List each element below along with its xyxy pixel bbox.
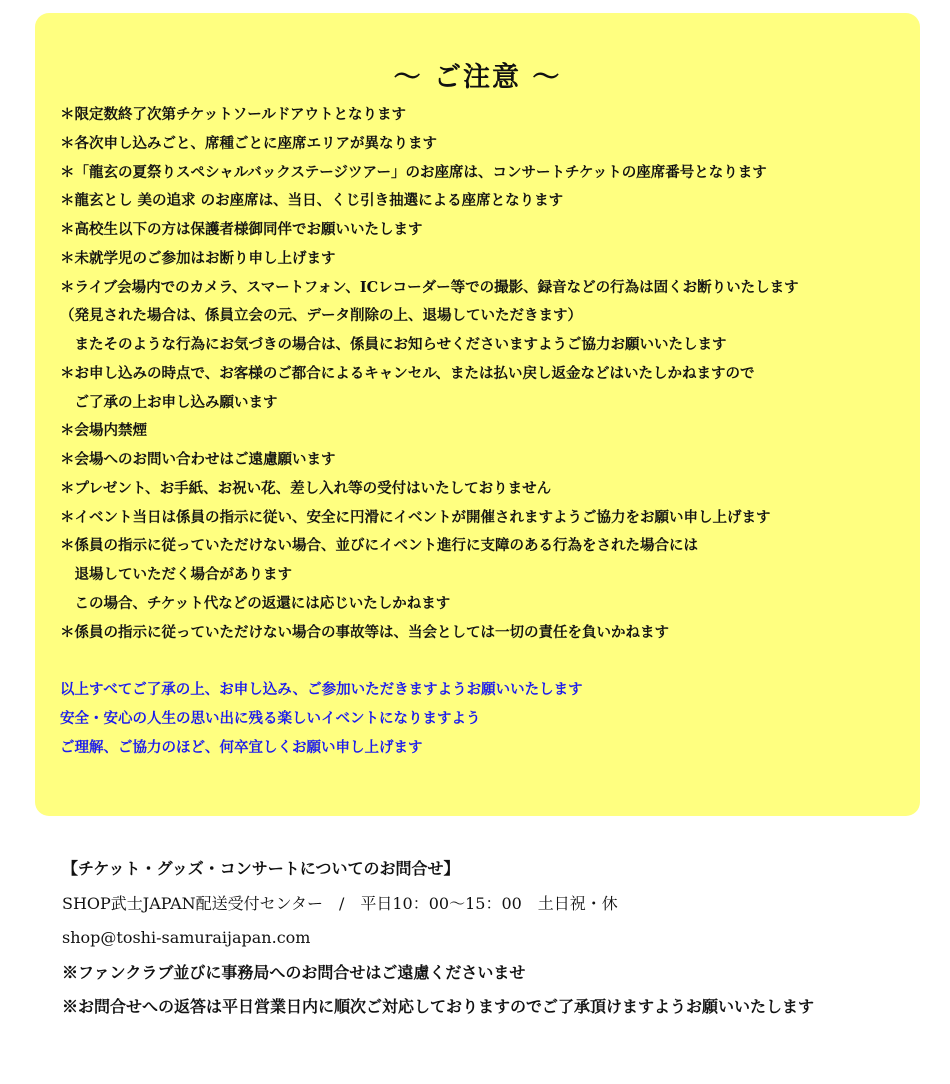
notice-item: ＊プレゼント、お手紙、お祝い花、差し入れ等の受付はいたしておりません xyxy=(60,479,552,497)
notice-title: ～ ご注意 ～ xyxy=(393,62,562,93)
contact-center: SHOP武士JAPAN配送受付センター / 平日10：00～15：00 土日祝・休 xyxy=(62,893,618,913)
notice-item: （発見された場合は、係員立会の元、データ削除の上、退場していただきます） xyxy=(60,307,582,325)
notice-item: 退場していただく場合があります xyxy=(60,566,292,583)
notice-item: ＊会場内禁煙 xyxy=(60,422,147,440)
notice-item: またそのような行為にお気づきの場合は、係員にお知らせくださいますようご協力お願いいたします xyxy=(60,336,727,353)
notice-item: ＊限定数終了次第チケットソールドアウトとなります xyxy=(60,106,406,123)
notice-item: ＊ライブ会場内でのカメラ、スマートフォン、ICレコーダー等での撮影、録音などの行為は固くお断りいたします xyxy=(60,278,799,296)
notice-item: ＊高校生以下の方は保護者様御同伴でお願いいたします xyxy=(60,221,423,238)
closing-message xyxy=(60,676,583,762)
notice-item: ＊各次申し込みごと、席種ごとに座席エリアが異なります xyxy=(60,134,437,152)
notice-list xyxy=(60,101,799,647)
closing-line: ご理解、ご協力のほど、何卒宜しくお願い申し上げます xyxy=(60,738,423,756)
notice-item: ＊係員の指示に従っていただけない場合、並びにイベント進行に支障のある行為をされた場合には xyxy=(60,537,698,555)
notice-item: ＊龍玄とし 美の追求 のお座席は、当日、くじ引き抽選による座席となります xyxy=(60,192,564,210)
closing-line: 安全・安心の人生の思い出に残る楽しいイベントになりますよう xyxy=(60,709,481,727)
notice-item: ＊会場へのお問い合わせはご遠慮願います xyxy=(60,451,336,468)
notice-item: ＊未就学児のご参加はお断り申し上げます xyxy=(60,249,336,267)
contact-heading: 【チケット・グッズ・コンサートについてのお問合せ】 xyxy=(62,859,460,878)
notice-item: この場合、チケット代などの返還には応じいたしかねます xyxy=(60,594,451,612)
closing-line: 以上すべてご了承の上、お申し込み、ご参加いただきますようお願いいたします xyxy=(60,681,583,698)
contact-email[interactable]: shop@toshi-samuraijapan.com xyxy=(62,928,311,947)
contact-section xyxy=(62,852,814,1025)
notice-item: ＊イベント当日は係員の指示に従い、安全に円滑にイベントが開催されますようご協力をお願い申し上げます xyxy=(60,508,771,526)
contact-note: ※ファンクラブ並びに事務局へのお問合せはご遠慮くださいませ xyxy=(62,962,526,982)
notice-item: ご了承の上お申し込み願います xyxy=(60,393,278,411)
notice-item: ＊「龍玄の夏祭りスペシャルバックステージツアー」のお座席は、コンサートチケットの座席番号となります xyxy=(60,163,767,181)
notice-item: ＊係員の指示に従っていただけない場合の事故等は、当会としては一切の責任を負いかねます xyxy=(60,623,669,641)
contact-note: ※お問合せへの返答は平日営業日内に順次ご対応しておりますのでご了承頂けますようお願いいたします xyxy=(62,997,815,1016)
notice-item: ＊お申し込みの時点で、お客様のご都合によるキャンセル、または払い戻し返金などはいたしかねますので xyxy=(60,364,755,382)
